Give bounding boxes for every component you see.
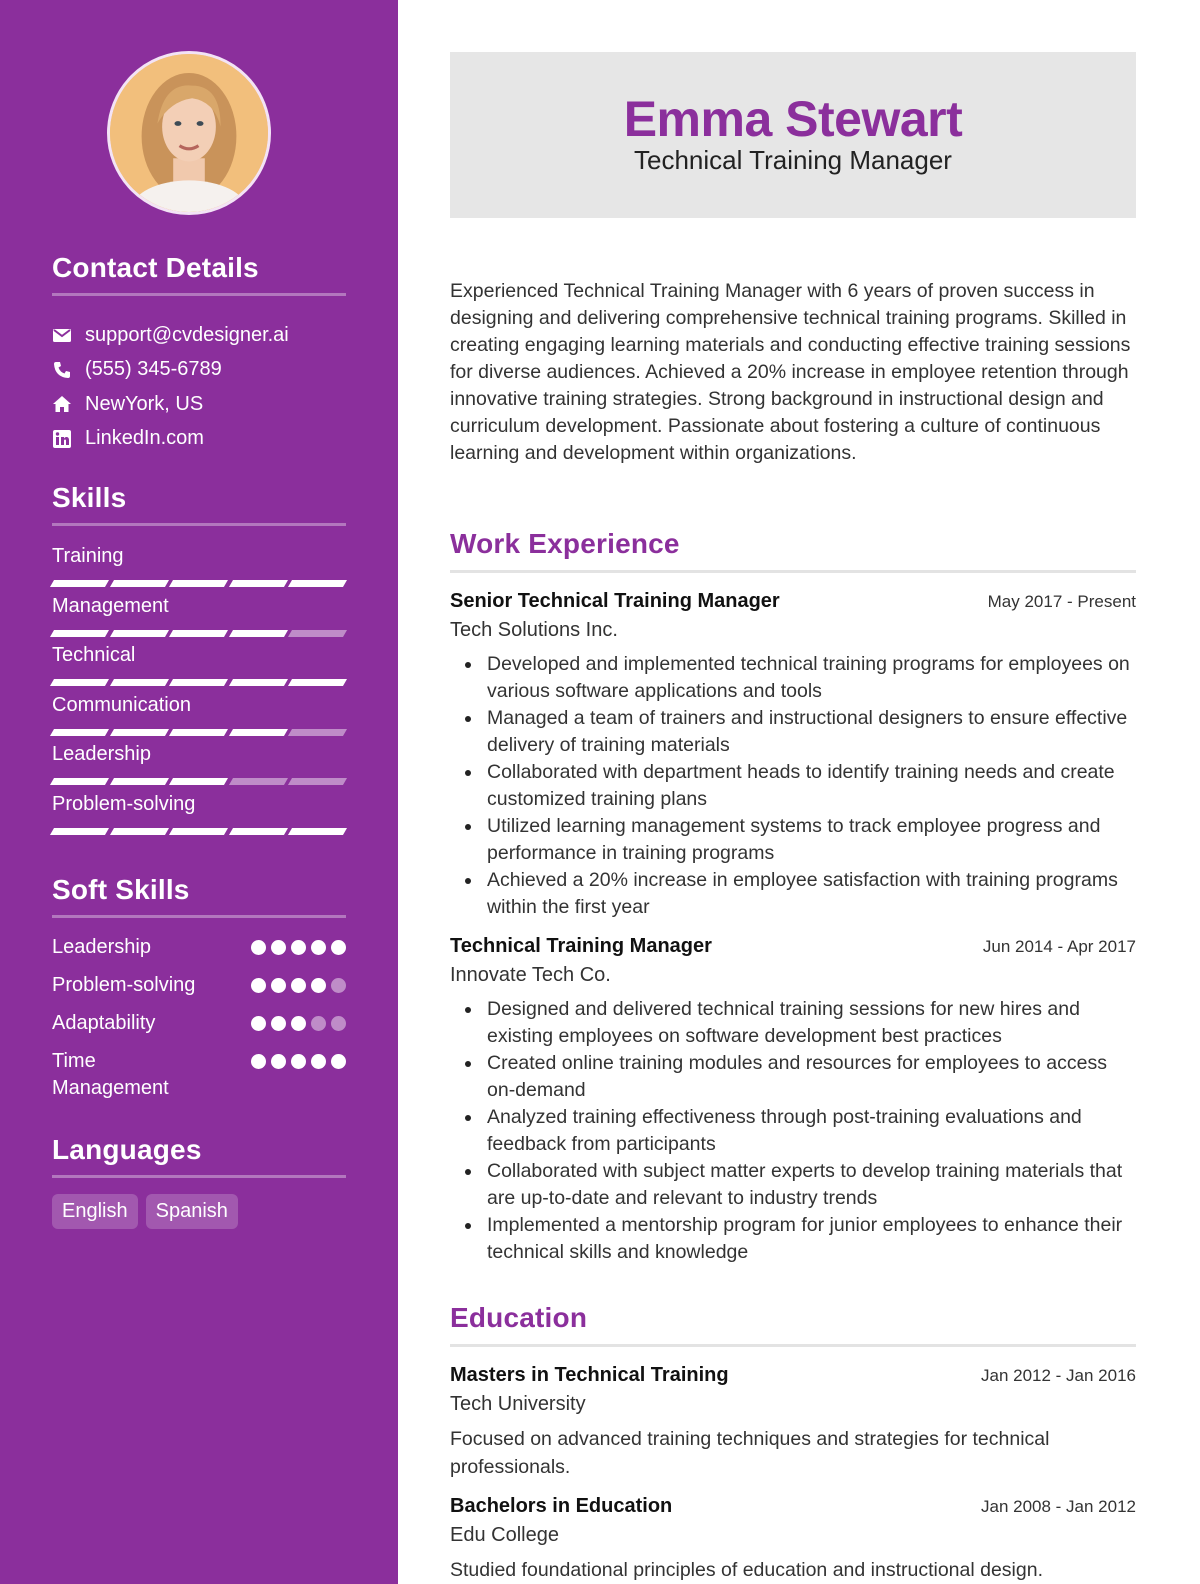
soft-skills-section [52, 874, 346, 1113]
rating-bar [288, 729, 347, 736]
job-header [450, 935, 1136, 958]
phone-icon [52, 360, 72, 380]
rating-dot [331, 1016, 346, 1031]
profile-photo [110, 54, 268, 212]
education-dates: Jan 2012 - Jan 2016 [980, 1366, 1136, 1385]
rating-bar [169, 630, 228, 637]
job-entry [450, 590, 1136, 921]
skill-item [52, 545, 346, 595]
job-dates: May 2017 - Present [987, 592, 1136, 611]
sidebar [0, 0, 398, 1584]
envelope-icon [52, 325, 72, 345]
rating-bar [169, 778, 228, 785]
rating-bar [109, 778, 168, 785]
divider [52, 293, 346, 296]
jobs-list [450, 590, 1136, 1266]
education-list [450, 1364, 1136, 1584]
rating-bar [109, 580, 168, 587]
school-name: Tech University [450, 1393, 586, 1415]
rating-bar [288, 630, 347, 637]
contact-location [52, 387, 346, 422]
education-header [450, 1364, 1136, 1387]
soft-skill-name: Time Management [52, 1050, 169, 1099]
job-header [450, 590, 1136, 613]
rating-dot [271, 978, 286, 993]
rating-bar [109, 630, 168, 637]
skill-name: Technical [52, 644, 136, 666]
contact-section [52, 252, 346, 456]
job-bullets [450, 996, 1136, 1266]
skills-section [52, 482, 346, 842]
skill-rating [52, 679, 346, 686]
job-bullet: Collaborated with department heads to identify training needs and create customized training plans [450, 759, 1136, 813]
job-title: Senior Technical Training Manager [450, 590, 780, 612]
skill-rating [52, 580, 346, 587]
soft-skill-item [52, 972, 346, 999]
work-heading: Work Experience [450, 528, 680, 559]
soft-skill-name: Leadership [52, 936, 151, 958]
rating-bar [50, 630, 109, 637]
skill-rating [52, 778, 346, 785]
profile-summary: Experienced Technical Training Manager with 6 years of proven success in designing and delivering comprehensive technical training programs. Skilled in creating engaging learning materials and conducting effective training sessions for diverse audiences. Achieved a 20% increase in employee retention through innovative training strategies. Strong background in instructional design and curriculum development. Passionate about fostering a culture of continuous learning and development within organizations. [450, 280, 1131, 464]
job-bullet: Collaborated with subject matter experts to develop training materials that are up-to-date and relevant to industry trends [450, 1158, 1136, 1212]
company-name: Innovate Tech Co. [450, 964, 611, 986]
rating-bar [228, 778, 287, 785]
skills-heading: Skills [52, 482, 127, 513]
education-heading: Education [450, 1302, 588, 1333]
rating-bar [228, 828, 287, 835]
skill-item [52, 743, 346, 793]
rating-bar [169, 679, 228, 686]
rating-bar [288, 679, 347, 686]
soft-skill-rating [251, 1054, 346, 1069]
rating-dot [311, 1054, 326, 1069]
rating-dot [331, 1054, 346, 1069]
skill-item [52, 793, 346, 843]
divider [450, 1344, 1136, 1347]
rating-dot [271, 1016, 286, 1031]
education-entry [450, 1364, 1136, 1481]
skill-name: Training [52, 545, 124, 567]
skill-item [52, 694, 346, 744]
education-dates: Jan 2008 - Jan 2012 [980, 1497, 1136, 1516]
job-bullet: Created online training modules and resources for employees to access on-demand [450, 1050, 1136, 1104]
soft-skill-item [52, 934, 346, 961]
company-name: Tech Solutions Inc. [450, 619, 618, 641]
soft-skill-rating [251, 940, 346, 955]
divider [52, 915, 346, 918]
job-bullet: Designed and delivered technical training sessions for new hires and existing employees on software development best practices [450, 996, 1136, 1050]
divider [52, 1175, 346, 1178]
soft-skill-name: Adaptability [52, 1012, 156, 1034]
rating-bar [109, 729, 168, 736]
languages-heading: Languages [52, 1134, 202, 1165]
rating-bar [228, 630, 287, 637]
rating-bar [169, 729, 228, 736]
home-icon [52, 394, 72, 414]
rating-bar [288, 580, 347, 587]
rating-bar [169, 580, 228, 587]
avatar [107, 51, 271, 215]
contact-linkedin[interactable] [52, 422, 346, 457]
rating-dot [251, 978, 266, 993]
rating-dot [311, 1016, 326, 1031]
rating-bar [50, 729, 109, 736]
rating-dot [251, 1054, 266, 1069]
rating-bar [50, 778, 109, 785]
resume-header [450, 52, 1136, 218]
skill-name: Management [52, 594, 169, 617]
language-pill: Spanish [146, 1194, 238, 1229]
skill-rating [52, 630, 346, 637]
candidate-title: Technical Training Manager [634, 145, 952, 175]
contact-email-text: support@cvdesigner.ai [85, 323, 289, 346]
job-bullet: Analyzed training effectiveness through post-training evaluations and feedback from participants [450, 1104, 1136, 1158]
rating-bar [109, 679, 168, 686]
skill-rating [52, 828, 346, 835]
education-entry [450, 1495, 1136, 1584]
soft-skills-heading: Soft Skills [52, 874, 190, 905]
contact-heading: Contact Details [52, 252, 259, 283]
rating-bar [288, 828, 347, 835]
rating-bar [228, 729, 287, 736]
rating-dot [331, 940, 346, 955]
job-bullet: Achieved a 20% increase in employee satisfaction with training programs within the first year [450, 867, 1136, 921]
skill-rating [52, 729, 346, 736]
skills-list [52, 545, 346, 842]
job-entry [450, 935, 1136, 1266]
rating-bar [50, 828, 109, 835]
education-header [450, 1495, 1136, 1518]
skill-name: Communication [52, 693, 191, 716]
work-experience-section [450, 528, 1136, 1266]
rating-dot [251, 1016, 266, 1031]
education-description: Focused on advanced training techniques and strategies for technical professionals. [450, 1428, 1050, 1478]
rating-bar [228, 679, 287, 686]
skill-item [52, 595, 346, 645]
degree-name: Masters in Technical Training [450, 1364, 729, 1386]
skill-name: Problem-solving [52, 792, 196, 815]
rating-bar [109, 828, 168, 835]
job-bullet: Utilized learning management systems to track employee progress and performance in training programs [450, 813, 1136, 867]
education-description: Studied foundational principles of education and instructional design. [450, 1559, 1043, 1581]
divider [52, 523, 346, 526]
rating-bar [50, 679, 109, 686]
contact-phone-text: (555) 345-6789 [85, 358, 222, 381]
language-pill: English [52, 1194, 138, 1229]
soft-skill-name: Problem-solving [52, 974, 196, 996]
job-title: Technical Training Manager [450, 935, 712, 957]
linkedin-icon [52, 429, 72, 449]
rating-dot [311, 978, 326, 993]
contact-location-text: NewYork, US [85, 392, 204, 415]
soft-skill-rating [251, 978, 346, 993]
soft-skills-list [52, 934, 346, 1102]
job-bullet: Managed a team of trainers and instructional designers to ensure effective delivery of training materials [450, 705, 1136, 759]
soft-skill-rating [251, 1016, 346, 1031]
contact-phone[interactable] [52, 353, 346, 388]
soft-skill-item [52, 1048, 346, 1102]
rating-bar [50, 580, 109, 587]
soft-skill-item [52, 1010, 346, 1037]
rating-dot [251, 940, 266, 955]
contact-linkedin-text: LinkedIn.com [85, 427, 204, 450]
skill-item [52, 644, 346, 694]
skill-name: Leadership [52, 743, 151, 765]
contact-email[interactable] [52, 318, 346, 353]
rating-bar [169, 828, 228, 835]
job-bullets [450, 651, 1136, 921]
rating-dot [291, 1016, 306, 1031]
divider [450, 570, 1136, 573]
rating-dot [291, 940, 306, 955]
languages-section [52, 1134, 346, 1229]
rating-dot [331, 978, 346, 993]
candidate-name: Emma Stewart [623, 91, 963, 147]
rating-dot [311, 940, 326, 955]
contact-list [52, 318, 346, 456]
rating-dot [291, 1054, 306, 1069]
job-bullet: Developed and implemented technical training programs for employees on various software applications and tools [450, 651, 1136, 705]
rating-dot [271, 1054, 286, 1069]
degree-name: Bachelors in Education [450, 1495, 673, 1517]
rating-dot [271, 940, 286, 955]
school-name: Edu College [450, 1524, 559, 1546]
education-section [450, 1302, 1136, 1584]
rating-dot [291, 978, 306, 993]
languages-list [52, 1194, 346, 1229]
job-dates: Jun 2014 - Apr 2017 [982, 937, 1136, 956]
job-bullet: Implemented a mentorship program for junior employees to enhance their technical skills and knowledge [450, 1212, 1136, 1266]
rating-bar [288, 778, 347, 785]
rating-bar [228, 580, 287, 587]
